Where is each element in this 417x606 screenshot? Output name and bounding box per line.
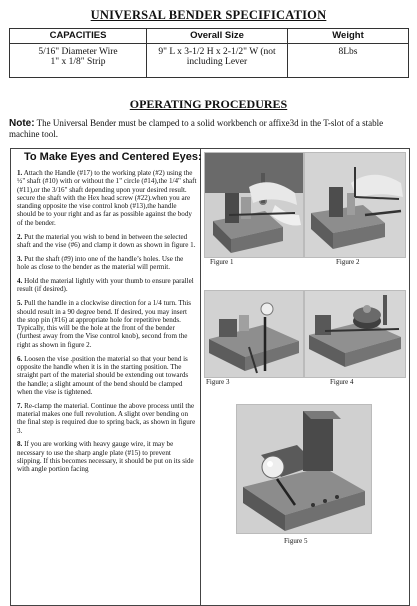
step-number: 4. [17, 277, 23, 286]
figure-2-image [304, 152, 406, 258]
step-5 [17, 299, 197, 349]
figure-5-image [236, 404, 372, 534]
cell-overall-size [147, 44, 288, 78]
column-divider [200, 148, 201, 606]
spec-table [9, 28, 409, 78]
step-4 [17, 277, 197, 294]
step-number: 8. [17, 440, 23, 449]
spec-header-row [10, 29, 409, 44]
figure-4-caption: Figure 4 [330, 378, 354, 386]
note-text: The Universal Bender must be clamped to a solid workbench or affixe3d in the T-slot of a stable machine tool. [9, 118, 384, 139]
capacities-wire: 5/16" Diameter Wire [38, 47, 118, 57]
spec-data-row [10, 44, 409, 78]
step-text: Pull the handle in a clockwise direction for a 1/4 turn. This should result in a 90 degree bend. If desired, you may insert the stop pin (#16) at appropriate hole for repetitive bends. Typically, this will be the hole at the front of the bender (furthest away from the Vise control knob), second from the right as shown in figure 2. [17, 299, 192, 349]
col-weight: Weight [288, 29, 409, 44]
cell-weight: 8Lbs [288, 44, 409, 78]
note-paragraph [9, 118, 409, 140]
col-capacities: CAPACITIES [10, 29, 147, 44]
step-number: 5. [17, 299, 23, 308]
step-text: Attach the Handle (#17) to the working plate (#2) using the ½" shaft (#10) with or without the 1" circle (#14),the 1/4" shaft (#11),or the 3/16" shaft depending upon your desired result. secure the shaft with the Hex head screw (#22).when you are standing opposite the vise control knob (#13),the handle should be to your right and as far as possible against the body of the bender. [17, 169, 197, 227]
steps-list [17, 169, 197, 479]
figure-5-caption: Figure 5 [284, 537, 308, 545]
sharp-angle-plate-illustration [237, 405, 371, 533]
step-2 [17, 233, 197, 250]
capacities-strip: 1" x 1/8" Strip [50, 57, 106, 67]
size-line-1: 9" L x 3-1/2 H x 2-1/2" W (not [158, 47, 276, 57]
step-text: Re-clamp the material. Continue the above process until the material makes one full revolution. A slight over bending on the final step is required due to spring back, as shown in figure 3. [17, 401, 196, 435]
figure-1-caption: Figure 1 [210, 258, 234, 266]
step-text: Put the material you wish to bend in between the selected shaft and the vise (#6) and clamp it down as shown in figure 1. [17, 232, 196, 249]
figure-4-image [304, 290, 406, 378]
size-line-2: including Lever [186, 57, 248, 67]
figure-1-image [204, 152, 304, 258]
bender-with-handle-illustration [205, 153, 303, 257]
section-title: To Make Eyes and Centered Eyes: [24, 151, 202, 163]
step-number: 6. [17, 354, 23, 363]
step-number: 1. [17, 169, 23, 177]
step-3 [17, 255, 197, 272]
step-8 [17, 440, 197, 473]
full-eye-bend-illustration [205, 291, 303, 377]
bend-90-degree-illustration [305, 153, 405, 257]
step-number: 2. [17, 232, 23, 241]
operating-title: OPERATING PROCEDURES [129, 97, 288, 111]
step-text: If you are working with heavy gauge wire, it may be necessary to use the sharp angle plate (#15) to prevent slipping. If this becomes necessary, it should be put on its side with angle portion facing [17, 440, 194, 474]
cell-capacities [10, 44, 147, 78]
step-7 [17, 402, 197, 435]
figure-3-caption: Figure 3 [206, 378, 230, 386]
figure-3-image [204, 290, 304, 378]
step-6 [17, 355, 197, 396]
step-number: 7. [17, 401, 23, 410]
step-1 [17, 169, 197, 227]
figure-2-caption: Figure 2 [336, 258, 360, 266]
step-text: Loosen the vise .position the material so that your bend is opposite the handle when it is in the starting position. The straight part of the material should be extending out towards the handle; a slight amount of the bend should be clamped when the vise is tightened. [17, 354, 189, 396]
step-text: Put the shaft (#9) into one of the handle’s holes. Use the hole as close to the bender as the material will permit. [17, 254, 184, 272]
col-overall-size: Overall Size [147, 29, 288, 44]
spec-title: UNIVERSAL BENDER SPECIFICATION [90, 8, 327, 22]
bender-with-circle-illustration [305, 291, 405, 377]
step-text: Hold the material lightly with your thumb to ensure parallel result (if desired). [17, 277, 194, 294]
note-label: Note: [9, 118, 35, 129]
step-number: 3. [17, 254, 23, 263]
